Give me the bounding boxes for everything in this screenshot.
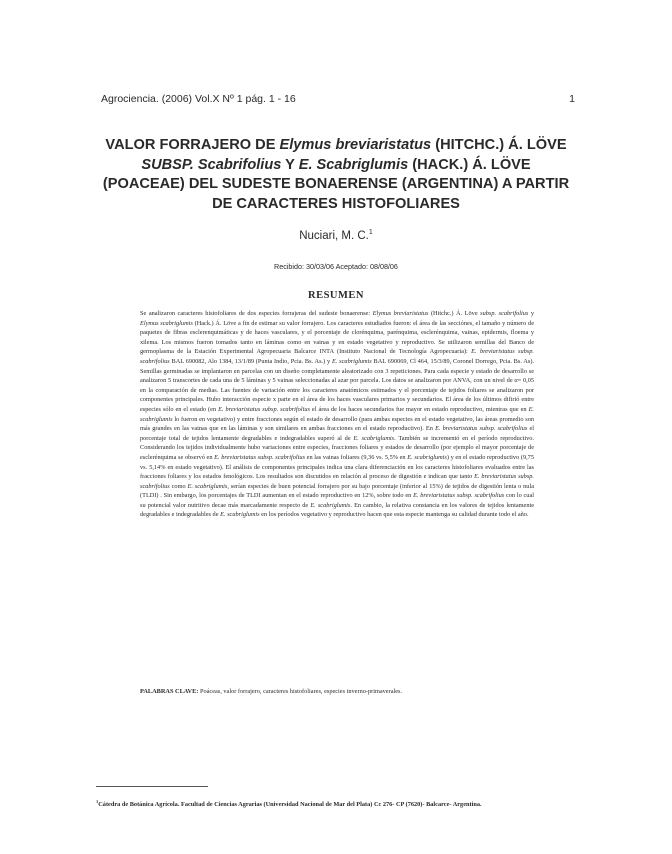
footnote-divider [96,786,208,787]
page-number: 1 [569,93,575,105]
species-name: E. breviaristatus subsp. scabrifolius [218,405,310,413]
affiliation-footnote [96,797,574,810]
abstract-text: lo fueron en vegetativo) y entre fracciones según el estado de desarrollo (para ambas especies en el estado vegetativo, las áreas promedio son más grandes en las vainas que en las láminas y son similares en ambas fracciones en el estado reproductivo). En [140,415,534,433]
keywords-label: PALABRAS CLAVE: [140,688,199,695]
author-name: Nuciari, M. C. [299,229,369,242]
species-name: E. scabriglumis [220,511,260,519]
species-name: E. scabriglumis [353,434,395,442]
title-text: (HACK.) Á. LÖVE [408,156,531,173]
abstract-text: en los períodos vegetativo y reproductivo hacen que esta especie mantenga su calidad durante todo el año. [259,511,529,519]
abstract-text: como [169,482,188,490]
title-text: Y [281,156,299,173]
abstract-text: el área de los haces secundarios fue mayor en estado reproductivo, mientras que en [309,405,529,413]
title-line-3: (POACEAE) DEL SUDESTE BONAERENSE (ARGENTINA) A PARTIR [102,176,570,192]
title-species: E. Scabriglumis [298,156,409,173]
species-name: E. scabriglumis [310,501,351,509]
abstract-text: BAL 690082, Alo 1384, 13/1/89 (Punta Indio, Pcia. Bs. As.) y [169,357,332,365]
species-name: E. breviaristatus subsp. scabrifolius [413,492,505,500]
species-name: E. scabriglumis [407,453,447,461]
abstract-text: . En cambio, la relativa constancia en los valores de tejidos lentamente degradables e indegradables de [140,501,535,519]
abstract-text: en las vainas foliares (9,36 vs. 5,5% en [304,453,408,461]
species-name: E. breviaristatus subsp. scabrifolius [214,453,305,461]
keywords [140,687,534,697]
keywords-text: Poáceas, valor forrajero, caracteres histofoliares, especies inverno-primaverales. [198,688,403,695]
species-name: Elymus scabriglumis [140,319,193,327]
author-line [0,229,672,242]
abstract-text: Se analizaron caracteres histofoliares de dos especies forrajeras del sudeste bonaerense: [140,310,373,317]
species-name: Elymus breviaristatus [372,310,429,317]
journal-citation: Agrociencia. (2006) Vol.X Nº 1 pág. 1 - 16 [101,93,296,105]
species-name: E. scabriglumis [187,482,228,490]
paper-title [80,136,592,214]
species-name: E. breviaristatus subsp. scabrifolius [140,473,534,490]
title-line-1 [80,136,592,156]
abstract-body [140,309,534,520]
species-name: subsp. scabrifolius [480,310,529,317]
abstract-heading: RESUMEN [307,290,364,301]
received-accepted-dates: Recibido: 30/03/06 Aceptado: 08/08/06 [274,262,398,271]
abstract-text: con lo cual su potencial valor nutritivo decae más marcadamente respecto de [140,492,534,509]
author-affiliation-mark: 1 [368,229,373,236]
abstract-text: . También se incrementó en el período reproductivo. Considerando los tejidos individualmente hubo variaciones entre especies, fracciones foliares y estados de desarrollo (por ejemplo el mayor porcentaje de esclerénquima se observó en [140,434,534,461]
title-text: VALOR FORRAJERO DE [105,137,280,153]
abstract-text: ) y en el estado reproductivo (9,75 vs. 5,14% en estado vegetativo). El análisis de componentes principales indica una clara diferenciación en los caracteres histofoliares evaluados entre las fracciones foliares y los estados fenológicos. Los resultados son discutidos en relación al proceso de digestión e indican que tanto [140,453,534,481]
species-name: E. scabriglumis [331,357,372,365]
title-line-2 [80,156,592,176]
footnote-text: Cátedra de Botánica Agrícola. Facultad de Ciencias Agrarias (Universidad Nacional de Mar del Plata) Cc 276- CP (7620)- Balcarce- Argentina. [98,801,482,809]
abstract-text: BAL 690069, Cl 464, 15/3/89, Coronel Dorrego, Pcia. Bs. As). Semillas germinadas se implantaron en parcelas con un diseño completamente aleatorizado con 3 repeticiones. Para cada especie y estado de desarrollo se analizaron 5 transcortes de cada una de 5 láminas y 5 vainas seleccionadas al azar por parcela. Los datos se analizaron por ANVA, con un nivel de α= 0,05 en la comparación de medias. Las fuentes de variación entre los caracteres anatómicos estimados y el porcentaje de tejidos foliares se analizaron por componentes principales. Hubo interacción especie x parte en el área de los haces vasculares primarios y secundarios. El área de los últimos difirió entre especies sólo en el estado (en [140,357,535,413]
species-name: E. breviaristatus subsp. scabrifolius [435,425,528,433]
abstract-text: el porcentaje total de tejidos lentamente degradables e indegradables superó al de [140,425,534,442]
abstract-text: (Hitchc.) Á. Löve [428,310,481,317]
running-header [101,93,575,109]
species-name: E. scabriglumis [140,405,534,423]
title-species: Elymus breviaristatus [279,137,432,153]
title-species: SUBSP. Scabrifolius [141,156,282,173]
abstract-text: y [528,310,534,317]
title-line-4: DE CARACTERES HISTOFOLIARES [212,195,460,212]
species-name: E. breviaristatus subsp. scabrifolius [140,348,534,365]
abstract-text: (Hack.) Á. Löve a fin de estimar su valor forrajero. Los caracteres estudiados fueron: el área de las secciónes, el tamaño y número de paquetes de fibras esclerenquimáticas y de haces vasculares, y el porcentaje de clorénquima, parénquima, esclerénquima, vainas, epidermis, floema y xilema. Los mismos fueron tomados tanto en láminas como en vainas y en estado vegetativo y reproductivo. Se utilizaron semillas del Banco de germoplasma de la Estación Experimental Agropecuaria Balcarce INTA (Instituto Nacional de Tecnología Agropecuaria): [140,319,534,356]
footnote-mark: 1 [96,799,99,804]
title-text: (HITCHC.) Á. LÖVE [431,137,567,153]
abstract-text: , serían especies de buen potencial forrajero por su bajo porcentaje (inferior al 15%) de tejidos de digestión lenta o nula (TLDI) . Sin embargo, los porcentajes de TLDI aumentan en el estado reproductivo en 12%, sobre todo en [140,482,534,500]
